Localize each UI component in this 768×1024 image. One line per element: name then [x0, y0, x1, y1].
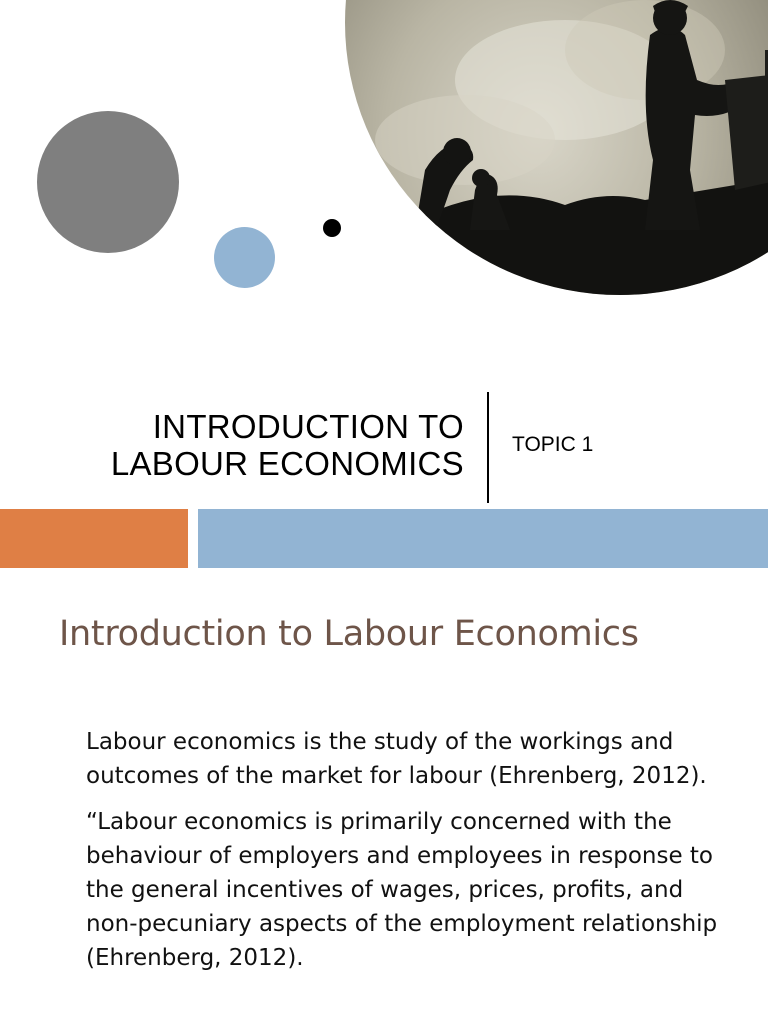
- paragraph-quote: “Labour economics is primarily concerned with the behaviour of employers and employees in response to the general incentives of wages, prices, profits, and non-pecuniary aspects of the employment relationship (Ehrenberg, 2012).: [86, 809, 718, 971]
- slide-subtitle: TOPIC 1: [512, 433, 594, 456]
- title-divider: [487, 392, 489, 503]
- content-slide-title: Introduction to Labour Economics: [59, 614, 639, 654]
- slide-title: [111, 408, 464, 482]
- orange-accent-bar: [0, 509, 188, 568]
- decorative-blue-circle: [214, 227, 275, 288]
- content-slide-body: [86, 725, 736, 987]
- title-line-1: INTRODUCTION TO: [152, 408, 464, 445]
- blue-accent-bar: [198, 509, 768, 568]
- decorative-gray-circle: [37, 111, 179, 253]
- title-line-2: LABOUR ECONOMICS: [110, 445, 464, 482]
- paragraph-definition: Labour economics is the study of the workings and outcomes of the market for labour (Ehrenberg, 2012).: [86, 729, 707, 789]
- content-slide: [0, 580, 768, 1024]
- workers-photo: [345, 0, 768, 295]
- silhouette-workers-image: [345, 0, 768, 295]
- decorative-black-dot: [323, 219, 341, 237]
